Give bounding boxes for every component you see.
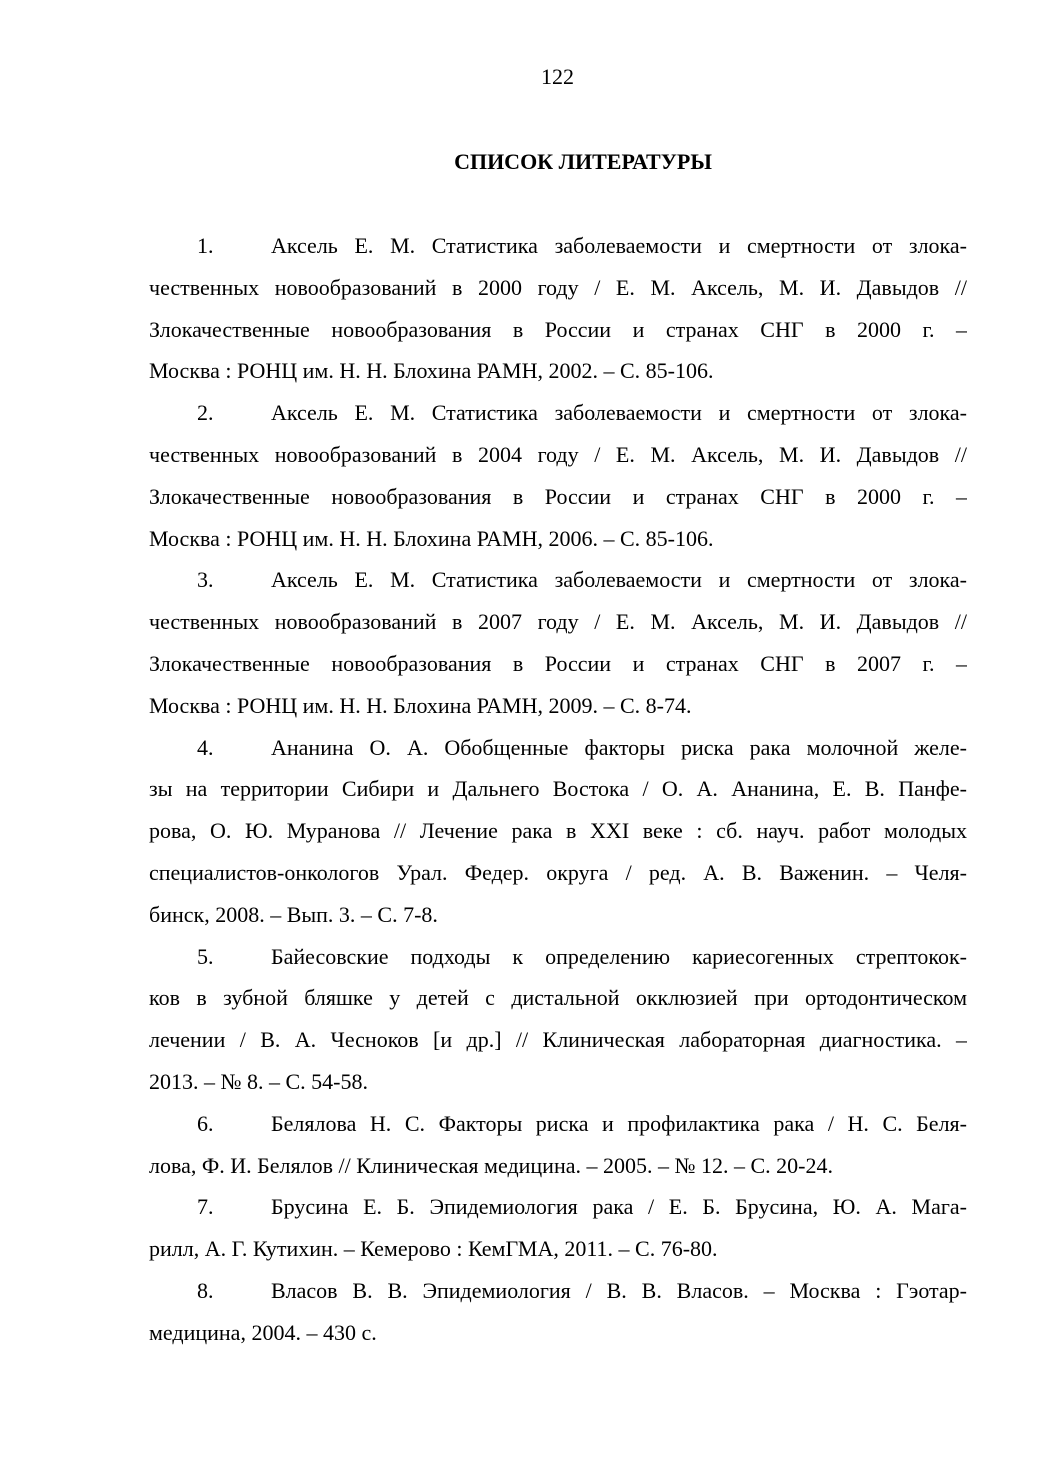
reference-number: 2. (197, 400, 214, 426)
reference-first-line (149, 1190, 967, 1232)
reference-number: 4. (197, 734, 214, 760)
reference-text: Аксель Е. М. Статистика заболеваемости и смертности от злока- (271, 233, 967, 258)
reference-text: Ананина О. А. Обобщенные факторы риска рака молочной желе- (271, 734, 967, 760)
reference-text: лечении / В. А. Чесноков [и др.] // Клиническая лабораторная диагностика. – (149, 1027, 967, 1053)
reference-text: лова, Ф. И. Белялов // Клиническая медицина. – 2005. – № 12. – С. 20-24. (149, 1152, 833, 1178)
reference-item (149, 1190, 967, 1274)
reference-text: специалистов-онкологов Урал. Федер. округа / ред. А. В. Важенин. – Челя- (149, 859, 967, 885)
reference-text: 2013. – № 8. – С. 54-58. (149, 1068, 368, 1094)
reference-text: рова, О. Ю. Муранова // Лечение рака в XXI веке : сб. науч. работ молодых (149, 818, 967, 844)
reference-first-line (149, 229, 967, 271)
reference-text: Байесовские подходы к определению кариесогенных стрептокок- (271, 943, 967, 969)
reference-text: Аксель Е. М. Статистика заболеваемости и смертности от злока- (271, 567, 967, 593)
reference-number: 5. (197, 943, 214, 969)
reference-list (149, 229, 967, 1358)
reference-text: Москва : РОНЦ им. Н. Н. Блохина РАМН, 2009. – С. 8-74. (149, 692, 692, 718)
reference-item (149, 563, 967, 730)
reference-number: 6. (197, 1110, 214, 1136)
page-title: СПИСОК ЛИТЕРАТУРЫ (454, 149, 712, 174)
reference-first-line (149, 1107, 967, 1149)
reference-item (149, 1107, 967, 1191)
reference-text: чественных новообразований в 2007 году / Е. М. Аксель, М. И. Давыдов // (149, 609, 967, 635)
reference-text: зы на территории Сибири и Дальнего Востока / О. А. Ананина, Е. В. Панфе- (149, 776, 967, 802)
reference-number: 7. (197, 1194, 214, 1220)
reference-text: Брусина Е. Б. Эпидемиология рака / Е. Б. Брусина, Ю. А. Мага- (271, 1194, 967, 1220)
reference-text: Власов В. В. Эпидемиология / В. В. Власов. – Москва : Гэотар- (271, 1277, 967, 1303)
reference-first-line (149, 940, 967, 982)
reference-first-line (149, 563, 967, 605)
reference-text: Злокачественные новообразования в России и странах СНГ в 2000 г. – (149, 483, 967, 509)
reference-text: рилл, А. Г. Кутихин. – Кемерово : КемГМА, 2011. – С. 76-80. (149, 1236, 718, 1262)
reference-first-line (149, 396, 967, 438)
reference-text: чественных новообразований в 2000 году / Е. М. Аксель, М. И. Давыдов // (149, 274, 967, 300)
reference-item (149, 396, 967, 563)
reference-text: бинск, 2008. – Вып. 3. – С. 7-8. (149, 901, 438, 927)
reference-item (149, 1274, 967, 1358)
reference-text: Аксель Е. М. Статистика заболеваемости и смертности от злока- (271, 400, 967, 426)
reference-text: Злокачественные новообразования в России и странах СНГ в 2007 г. – (149, 650, 967, 676)
reference-text: Москва : РОНЦ им. Н. Н. Блохина РАМН, 2002. – С. 85-106. (149, 358, 714, 384)
reference-text: медицина, 2004. – 430 с. (149, 1319, 377, 1345)
reference-number: 3. (197, 567, 214, 593)
reference-text: Злокачественные новообразования в России и странах СНГ в 2000 г. – (149, 316, 967, 342)
reference-number: 8. (197, 1277, 214, 1303)
page-number: 122 (541, 64, 574, 89)
reference-first-line (149, 1274, 967, 1316)
reference-item (149, 229, 967, 396)
reference-item (149, 731, 967, 940)
reference-text: чественных новообразований в 2004 году / Е. М. Аксель, М. И. Давыдов // (149, 441, 967, 467)
reference-item (149, 940, 967, 1107)
reference-text: ков в зубной бляшке у детей с дистальной окклюзией при ортодонтическом (149, 985, 967, 1011)
reference-text: Белялова Н. С. Факторы риска и профилактика рака / Н. С. Беля- (271, 1110, 967, 1136)
reference-number: 1. (197, 233, 214, 258)
reference-first-line (149, 731, 967, 773)
reference-text: Москва : РОНЦ им. Н. Н. Блохина РАМН, 2006. – С. 85-106. (149, 525, 714, 551)
